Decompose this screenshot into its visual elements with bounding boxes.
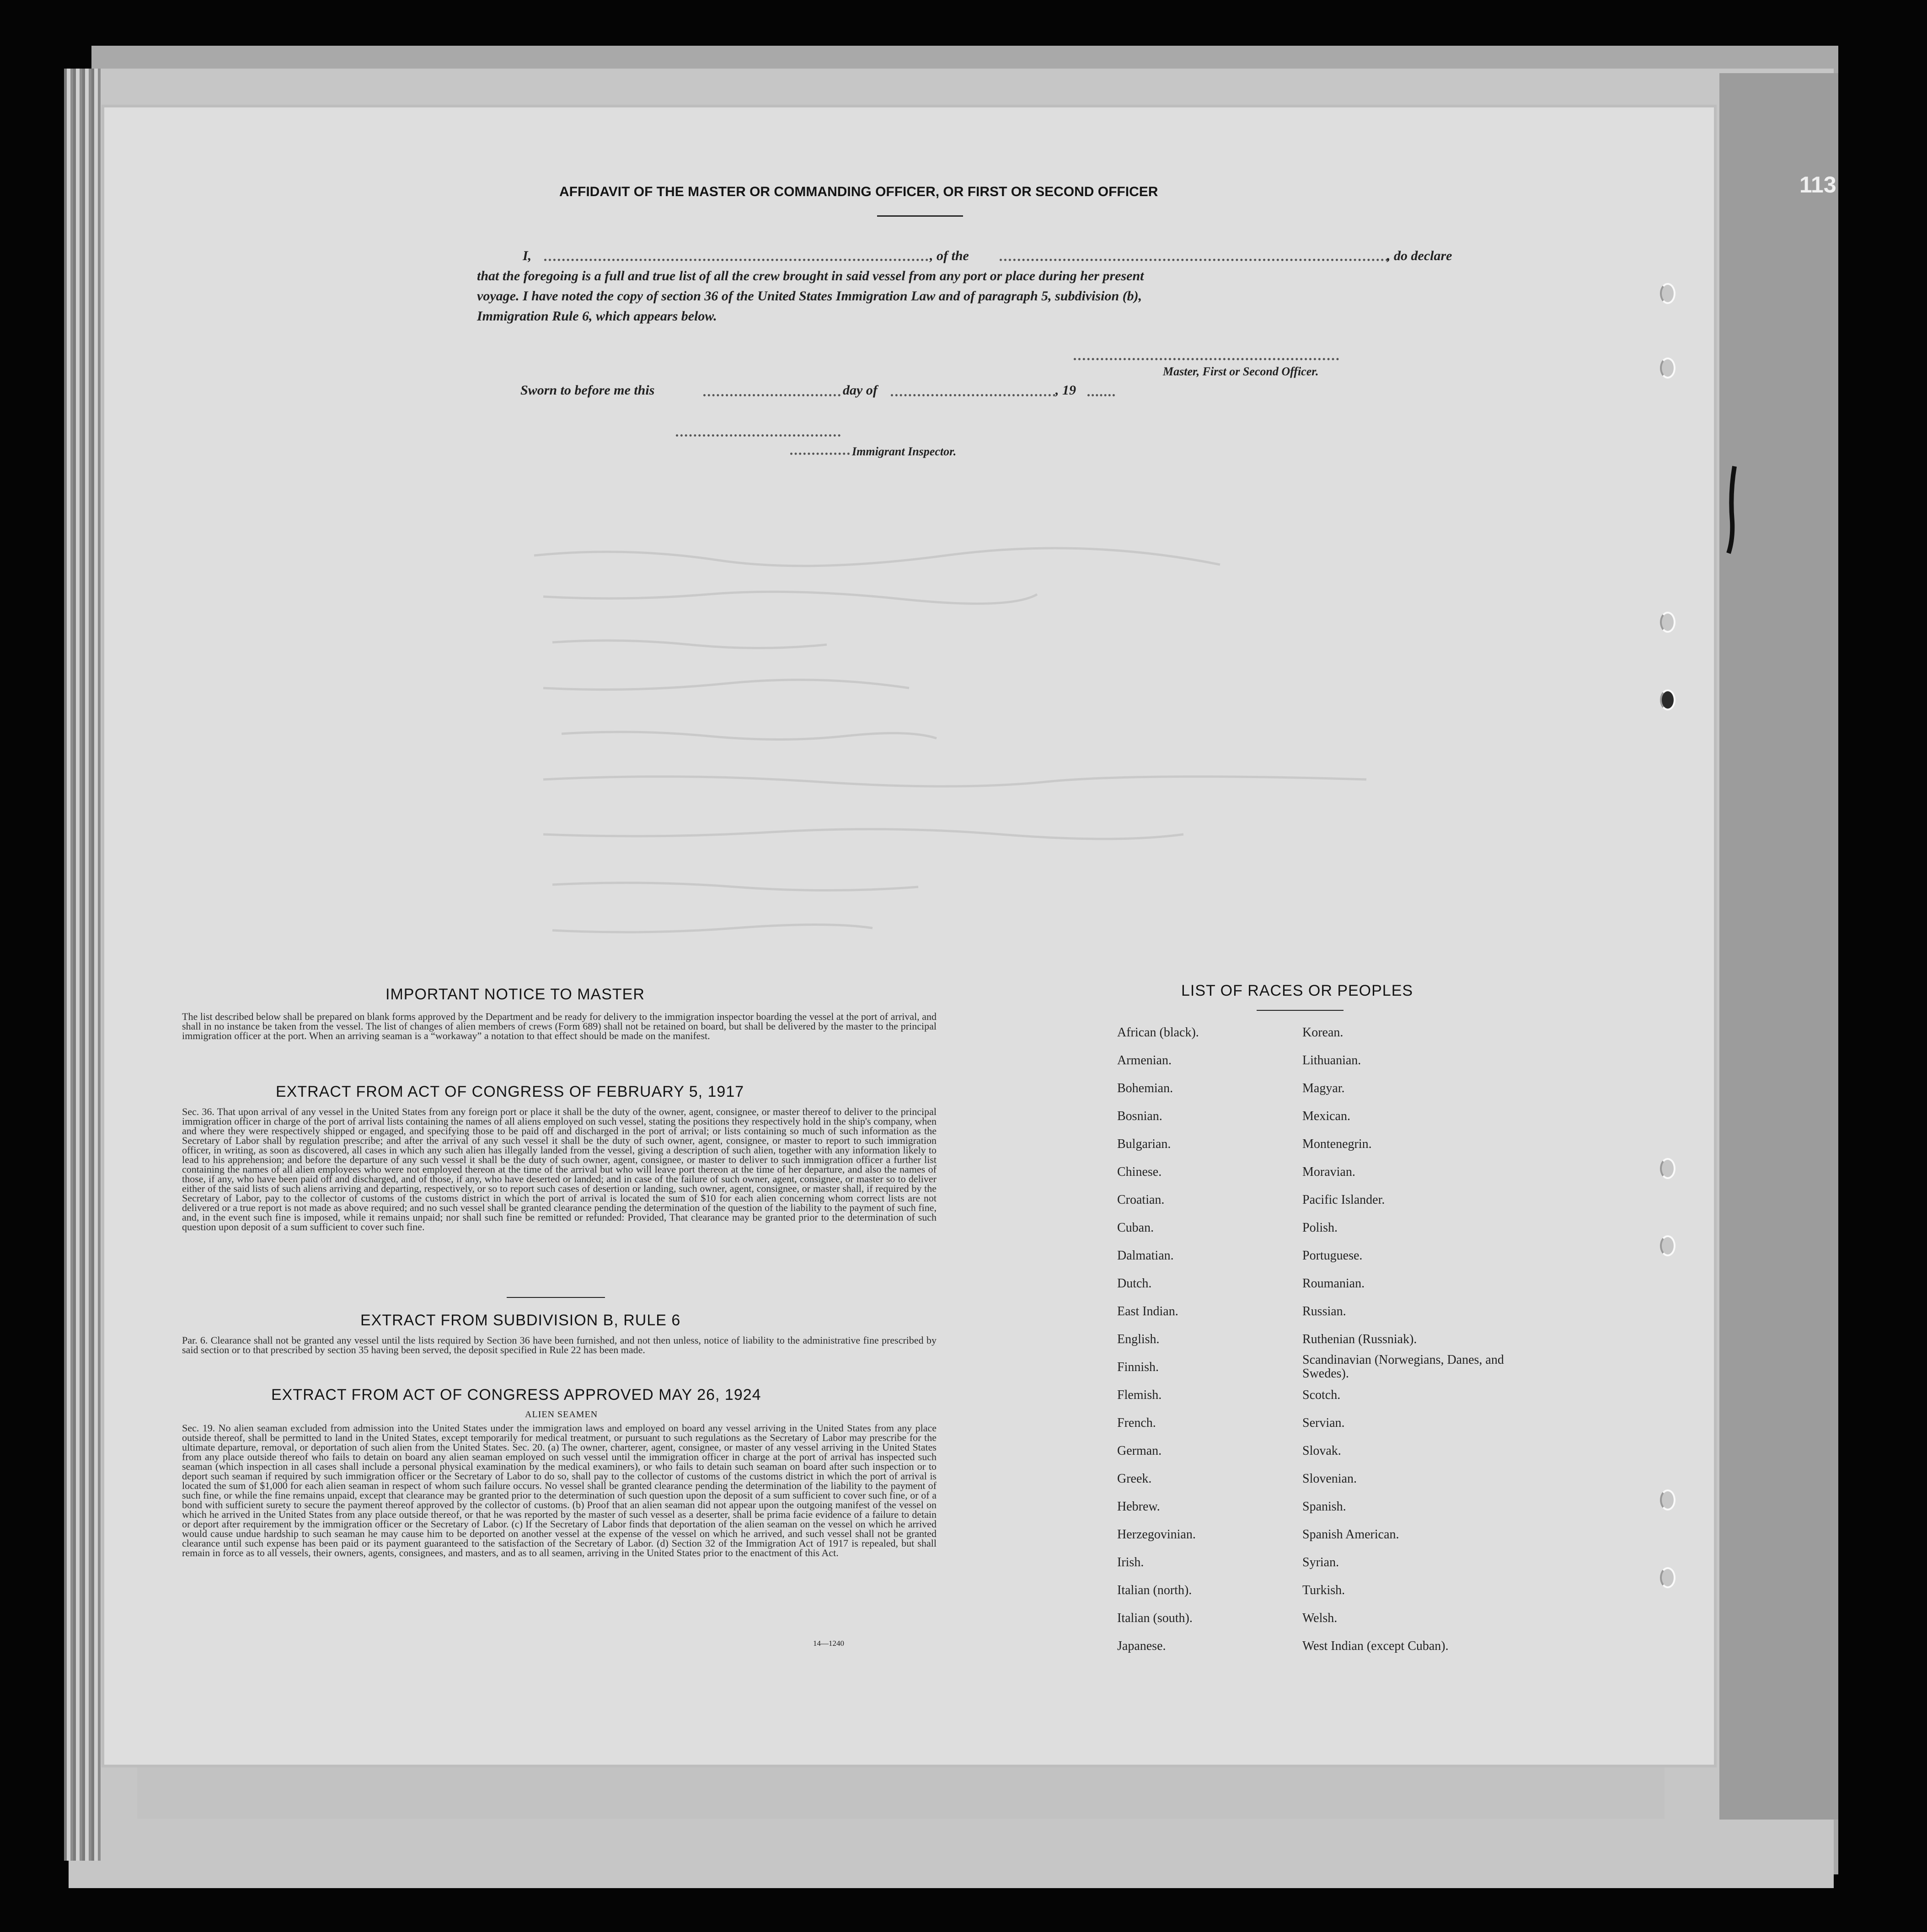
section-rule bbox=[507, 1297, 605, 1298]
affidavit-title: AFFIDAVIT OF THE MASTER OR COMMANDING OFFICER, OR FIRST OR SECOND OFFICER bbox=[559, 184, 1158, 199]
race-item: West Indian (except Cuban). bbox=[1302, 1639, 1449, 1653]
race-item: Slovenian. bbox=[1302, 1472, 1357, 1486]
race-item: French. bbox=[1117, 1416, 1156, 1430]
master-signature-line bbox=[1074, 358, 1339, 360]
race-item: Syrian. bbox=[1302, 1555, 1339, 1569]
sworn-day-blank bbox=[703, 394, 840, 396]
pen-mark bbox=[1723, 464, 1741, 555]
race-item: Moravian. bbox=[1302, 1165, 1355, 1179]
race-item: Slovak. bbox=[1302, 1444, 1341, 1458]
race-item: Scotch. bbox=[1302, 1388, 1341, 1402]
race-item: Ruthenian (Russniak). bbox=[1302, 1332, 1417, 1346]
sworn-end: , 19 bbox=[1055, 383, 1076, 398]
binder-hole bbox=[1660, 1235, 1675, 1256]
affidavit-line2: that the foregoing is a full and true list of all the crew brought in said vessel from any port or place during her present bbox=[477, 268, 1144, 283]
race-item: East Indian. bbox=[1117, 1304, 1178, 1318]
race-item: Finnish. bbox=[1117, 1360, 1159, 1374]
affidavit-line3: voyage. I have noted the copy of section 36 of the United States Immigration Law and of paragraph 5, subdivision (b), bbox=[477, 288, 1142, 304]
master-signature-label: Master, First or Second Officer. bbox=[1163, 365, 1319, 378]
race-item: Scandinavian (Norwegians, Danes, and Swedes). bbox=[1302, 1353, 1504, 1381]
race-item: English. bbox=[1117, 1332, 1160, 1346]
notice-title: IMPORTANT NOTICE TO MASTER bbox=[385, 986, 645, 1003]
race-item: Dalmatian. bbox=[1117, 1249, 1174, 1263]
extract-1917-title: EXTRACT FROM ACT OF CONGRESS OF FEBRUARY 5, 1917 bbox=[276, 1083, 744, 1100]
form-number: 14—1240 bbox=[813, 1639, 844, 1648]
page-number: 113 bbox=[1799, 172, 1836, 197]
sworn-month-blank bbox=[891, 394, 1055, 396]
races-title: LIST OF RACES OR PEOPLES bbox=[1181, 982, 1413, 999]
race-item: Bohemian. bbox=[1117, 1081, 1173, 1095]
affidavit-line1-mid: , of the bbox=[930, 248, 969, 263]
vessel-blank bbox=[1000, 259, 1388, 261]
race-item: Montenegrin. bbox=[1302, 1137, 1372, 1151]
binder-edge bbox=[64, 69, 101, 1861]
affidavit-line1-end: , do declare bbox=[1387, 248, 1452, 263]
race-item: Croatian. bbox=[1117, 1193, 1165, 1207]
race-item: Herzegovinian. bbox=[1117, 1527, 1196, 1542]
race-item: Greek. bbox=[1117, 1472, 1152, 1486]
name-blank bbox=[544, 259, 928, 261]
race-item: Irish. bbox=[1117, 1555, 1144, 1569]
inspector-signature-line bbox=[676, 434, 840, 437]
race-item: Magyar. bbox=[1302, 1081, 1345, 1095]
race-item: Korean. bbox=[1302, 1025, 1344, 1040]
title-rule bbox=[877, 215, 963, 217]
race-item: Spanish American. bbox=[1302, 1527, 1399, 1542]
extract-1924-subtitle: ALIEN SEAMEN bbox=[525, 1409, 598, 1420]
race-item: Italian (south). bbox=[1117, 1611, 1193, 1625]
manifest-page bbox=[104, 107, 1714, 1765]
underlying-page-edge bbox=[137, 1764, 1665, 1819]
sworn-mid: day of bbox=[843, 383, 878, 398]
inspector-signature-line-2 bbox=[790, 453, 850, 455]
bleed-through-handwriting bbox=[516, 537, 1659, 949]
races-right-column bbox=[1302, 1019, 1522, 1660]
race-item: Portuguese. bbox=[1302, 1249, 1363, 1263]
races-left-column bbox=[1117, 1019, 1291, 1660]
race-item: Bosnian. bbox=[1117, 1109, 1162, 1123]
affidavit-line4: Immigration Rule 6, which appears below. bbox=[477, 309, 717, 324]
race-item: Russian. bbox=[1302, 1304, 1346, 1318]
extract-rule6-text: Par. 6. Clearance shall not be granted any vessel until the lists required by Section 36 have been furnished, and not then unless, notice of liability to the administrative fine prescribed by said section or to that prescribed by section 35 having been served, the deposit specified in Rule 22 has been made. bbox=[182, 1334, 937, 1356]
notice-text: The list described below shall be prepared on blank forms approved by the Department and be ready for delivery to the immigration inspector boarding the vessel at the port of arrival, and shall in no instance be taken from the vessel. The list of changes of alien members of crews (Form 689) shall not be retained on board, but shall be delivered by the master to the principal immigration officer at the port. When an arriving seaman is a “workaway” a notation to that effect should be made on the manifest. bbox=[182, 1011, 937, 1041]
extract-rule6-title: EXTRACT FROM SUBDIVISION B, RULE 6 bbox=[360, 1312, 681, 1329]
sworn-year-blank bbox=[1087, 394, 1115, 396]
race-item: Pacific Islander. bbox=[1302, 1193, 1385, 1207]
race-item: Dutch. bbox=[1117, 1276, 1152, 1291]
race-item: Flemish. bbox=[1117, 1388, 1162, 1402]
extract-1924-title: EXTRACT FROM ACT OF CONGRESS APPROVED MAY 26, 1924 bbox=[271, 1386, 761, 1404]
binder-hole bbox=[1660, 689, 1675, 710]
race-item: Cuban. bbox=[1117, 1221, 1154, 1235]
races-rule bbox=[1257, 1010, 1344, 1011]
inspector-label: Immigrant Inspector. bbox=[852, 445, 957, 458]
binder-hole bbox=[1660, 283, 1675, 304]
race-item: Turkish. bbox=[1302, 1583, 1345, 1597]
binder-hole bbox=[1660, 1567, 1675, 1588]
race-item: Hebrew. bbox=[1117, 1500, 1160, 1514]
race-item: Servian. bbox=[1302, 1416, 1345, 1430]
race-item: Lithuanian. bbox=[1302, 1053, 1361, 1067]
affidavit-line1-start: I, bbox=[523, 248, 532, 263]
binder-hole bbox=[1660, 612, 1675, 633]
race-item: Italian (north). bbox=[1117, 1583, 1192, 1597]
race-item: Mexican. bbox=[1302, 1109, 1350, 1123]
race-item: German. bbox=[1117, 1444, 1162, 1458]
race-item: African (black). bbox=[1117, 1025, 1199, 1040]
race-item: Spanish. bbox=[1302, 1500, 1346, 1514]
background-sheet-edge bbox=[1719, 73, 1838, 1820]
race-item: Welsh. bbox=[1302, 1611, 1338, 1625]
extract-1917-text: Sec. 36. That upon arrival of any vessel in the United States from any foreign port or place it shall be the duty of the owner, agent, consignee, or master thereof to deliver to the principal immigration officer in charge of the port of arrival lists containing the names of all aliens employed on such vessel, stating the positions they respectively hold in the ship's company, when and where they were respectively shipped or engaged, and specifying those to be paid off and discharged in the port of arrival; or lists containing so much of such information as the Secretary of Labor shall by regulation prescribe; and after the arrival of any such vessel it shall be the duty of such owner, agent, consignee, or master to report to such immigration officer, in writing, as soon as discovered, all cases in which any such alien has illegally landed from the vessel, giving a description of such alien, together with any information likely to lead to his apprehension; and before the departure of any such vessel it shall be the duty of such owner, agent, consignee, or master to deliver to such immigration officer a further list containing the names of all alien employees who were not employed thereon at the time of the arrival but who will leave port thereon at the time of her departure, and also the names of those, if any, who have been paid off and discharged, and of those, if any, who have deserted or landed; and in case of the failure of such owner, agent, consignee, or master so to deliver either of the said lists of such aliens arriving and departing, respectively, or so to report such cases of desertion or landing, such owner, agent, consignee, or master shall, if required by the Secretary of Labor, pay to the collector of customs of the customs district in which the port of arrival is located the sum of $10 for each alien concerning whom correct lists are not delivered or a true report is not made as above required; and no such vessel shall be granted clearance pending the determination of the question of the liability to the payment of such fine, and, in the event such fine is imposed, while it remains unpaid; nor shall such fine be remitted or refunded: Provided, That clearance may be granted prior to the determination of such question upon deposit of a sum sufficient to cover such fine. bbox=[182, 1106, 937, 1233]
race-item: Polish. bbox=[1302, 1221, 1338, 1235]
binder-hole bbox=[1660, 1489, 1675, 1510]
extract-1924-text: Sec. 19. No alien seaman excluded from admission into the United States under the immigration laws and employed on board any vessel arriving in the United States from any place outside thereof, shall be permitted to land in the United States, except temporarily for medical treatment, or pursuant to such regulations as the Secretary of Labor may prescribe for the ultimate departure, removal, or deportation of such alien from the United States. Sec. 20. (a) The owner, charterer, agent, consignee, or master of any vessel arriving in the United States from any place outside thereof who fails to detain on board any alien seaman employed on such vessel until the immigration officer in charge at the port of arrival has inspected such seaman (which inspection in all cases shall include a personal physical examination by the medical examiners), or who fails to detain such seaman on board after such inspection or to deport such seaman if required by such immigration officer or the Secretary of Labor to do so, shall pay to the collector of customs of the customs district in which the port of arrival is located the sum of $1,000 for each alien seaman in respect of whom such failure occurs. No vessel shall be granted clearance pending the determination of the liability to the payment of such fine, or while the fine remains unpaid, except that clearance may be granted prior to the determination of such question upon the deposit of a sum sufficient to cover such fine, or of a bond with sufficient surety to secure the payment thereof approved by the collector of customs. (b) Proof that an alien seaman did not appear upon the outgoing manifest of the vessel on which he arrived in the United States from any place outside thereof, or that he was reported by the master of such vessel as a deserter, shall be prima facie evidence of a failure to detain or deport after requirement by the immigration officer or the Secretary of Labor. (c) If the Secretary of Labor finds that deportation of the alien seaman on the vessel on which he arrived would cause undue hardship to such seaman he may cause him to be deported on another vessel at the expense of the vessel on which he arrived, and such vessel shall not be granted clearance until such expense has been paid or its payment guaranteed to the satisfaction of the Secretary of Labor. (d) Section 32 of the Immigration Act of 1917 is repealed, but shall remain in force as to all vessels, their owners, agents, consignees, and masters, and as to all seamen, arriving in the United States prior to the enactment of this Act. bbox=[182, 1422, 937, 1558]
sworn-start: Sworn to before me this bbox=[520, 383, 655, 398]
race-item: Armenian. bbox=[1117, 1053, 1172, 1067]
race-item: Roumanian. bbox=[1302, 1276, 1365, 1291]
binder-hole bbox=[1660, 358, 1675, 379]
race-item: Bulgarian. bbox=[1117, 1137, 1171, 1151]
race-item: Japanese. bbox=[1117, 1639, 1166, 1653]
race-item: Chinese. bbox=[1117, 1165, 1162, 1179]
binder-hole bbox=[1660, 1158, 1675, 1179]
